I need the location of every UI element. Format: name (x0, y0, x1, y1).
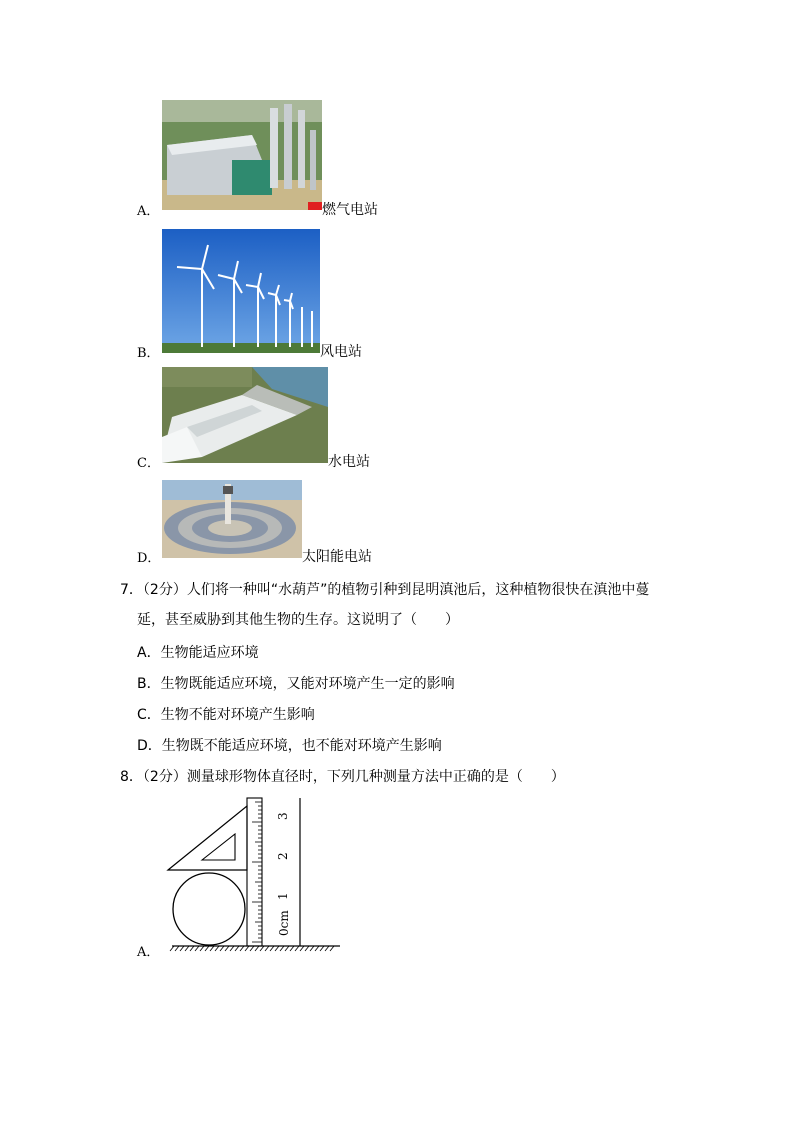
ruler-label-3: 3 (276, 812, 290, 820)
ground-hatch-line (235, 946, 239, 951)
wind-farm-image (162, 229, 320, 353)
ground-hatch-line (185, 946, 189, 951)
q7-option-a: A．生物能适应环境 (137, 645, 259, 661)
q8-option-a-letter: A． (137, 945, 160, 960)
ruler-label-0cm: 0cm (277, 910, 291, 936)
ground-hatch-line (225, 946, 229, 951)
ground-hatch-line (195, 946, 199, 951)
option-d-letter: D． (137, 551, 161, 566)
ground-hatch-line (315, 946, 319, 951)
ground-hatch-line (180, 946, 184, 951)
option-c-letter: C． (137, 456, 160, 471)
ruler-label-2: 2 (276, 852, 290, 860)
option-a-letter: A． (137, 204, 160, 219)
ground-hatch-line (330, 946, 334, 951)
option-c-caption: 水电站 (328, 454, 370, 470)
option-b-letter: B． (137, 346, 160, 361)
ground-hatch-line (255, 946, 259, 951)
ground-hatch-line (275, 946, 279, 951)
ground-hatch-line (295, 946, 299, 951)
q7-option-d: D．生物既不能适应环境，也不能对环境产生影响 (137, 738, 442, 754)
q7-option-c: C．生物不能对环境产生影响 (137, 707, 315, 723)
option-a-caption: 燃气电站 (322, 202, 378, 218)
ground-hatch-line (245, 946, 249, 951)
ground-hatch-line (230, 946, 234, 951)
ground-hatch-line (290, 946, 294, 951)
ground-hatch-line (210, 946, 214, 951)
q7-option-b: B．生物既能适应环境，又能对环境产生一定的影响 (137, 676, 455, 692)
gas-power-station-image (162, 100, 322, 210)
ground-hatch-line (190, 946, 194, 951)
q8-stem: 8．（2分）测量球形物体直径时，下列几种测量方法中正确的是（ ） (120, 769, 565, 785)
ground-hatch-line (260, 946, 264, 951)
ruler-measurement-diagram (160, 796, 345, 954)
option-b-caption: 风电站 (320, 344, 362, 360)
ground-hatch-line (215, 946, 219, 951)
ground-hatch-line (310, 946, 314, 951)
option-d-caption: 太阳能电站 (302, 549, 372, 565)
q7-stem-line2: 延，甚至威胁到其他生物的生存。这说明了（ ） (137, 612, 459, 628)
ground-hatch-line (265, 946, 269, 951)
ground-hatch-line (175, 946, 179, 951)
q7-stem-line1: 7．（2分）人们将一种叫“水葫芦”的植物引种到昆明滇池后，这种植物很快在滇池中蔓 (120, 582, 650, 598)
ground-hatch-line (250, 946, 254, 951)
ground-hatch-line (170, 946, 174, 951)
ground-hatch-line (320, 946, 324, 951)
ground-hatch-line (220, 946, 224, 951)
ground-hatch-line (200, 946, 204, 951)
ground-hatch-line (280, 946, 284, 951)
ground-hatch-line (325, 946, 329, 951)
ground-hatch-line (300, 946, 304, 951)
ground-hatch-line (285, 946, 289, 951)
ground-hatch-line (205, 946, 209, 951)
ruler-label-1: 1 (276, 892, 290, 900)
solar-power-station-image (162, 480, 302, 558)
ground-hatch-line (240, 946, 244, 951)
hydro-station-image (162, 367, 328, 463)
ground-hatch-line (270, 946, 274, 951)
ground-hatch-line (305, 946, 309, 951)
